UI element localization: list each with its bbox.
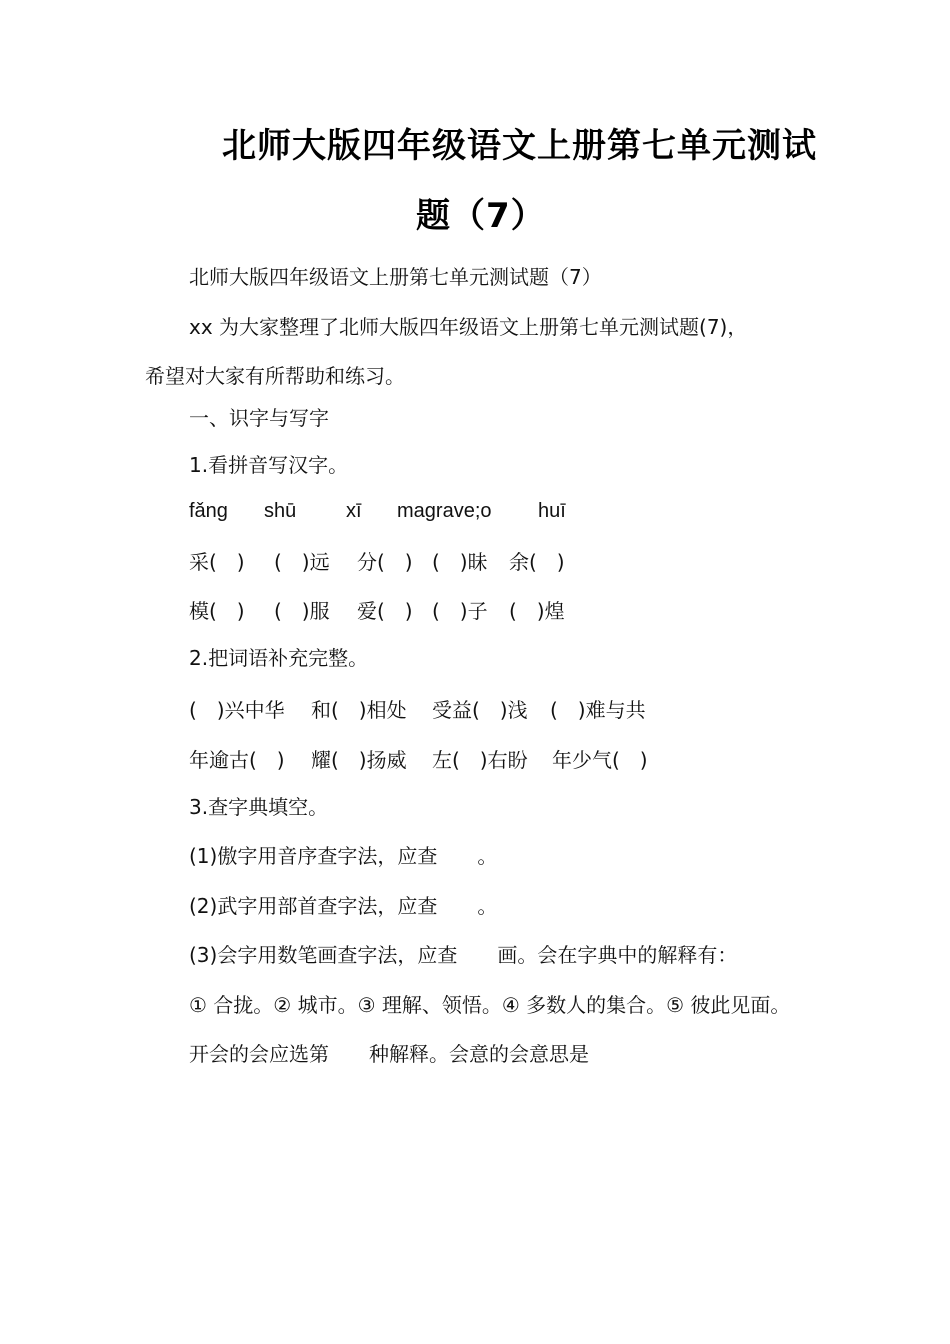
question-2-heading: 2.把词语补充完整。 (189, 646, 369, 670)
fill-blank-item: 分( ) (357, 550, 413, 574)
document-title-line-1: 北师大版四年级语文上册第七单元测试 (222, 126, 817, 166)
phrase-item: ( )兴中华 (189, 698, 285, 722)
fill-blank-item: ( )煌 (509, 599, 565, 623)
fill-blank-item: 采( ) (189, 550, 245, 574)
document-title-line-2: 题（7） (416, 196, 546, 236)
fill-blank-item: ( )子 (432, 599, 488, 623)
pinyin-item: huī (538, 500, 566, 522)
phrase-item: 耀( )扬威 (311, 748, 407, 772)
pinyin-item: xī (346, 500, 362, 522)
question-1-heading: 1.看拼音写汉字。 (189, 453, 349, 477)
subtitle: 北师大版四年级语文上册第七单元测试题（7） (189, 265, 602, 289)
fill-blank-item: 模( ) (189, 599, 245, 623)
phrase-item: 左( )右盼 (432, 748, 528, 772)
question-3-part-2: (2)武字用部首查字法，应查 。 (189, 894, 498, 918)
fill-blank-item: 余( ) (509, 550, 565, 574)
question-3-part-4: 开会的会应选第 种解释。会意的会意思是 (189, 1042, 589, 1066)
pinyin-item: magrave;o (397, 500, 492, 522)
intro-line-2: 希望对大家有所帮助和练习。 (145, 364, 405, 388)
pinyin-item: shū (264, 500, 297, 522)
fill-blank-item: ( )昧 (432, 550, 488, 574)
pinyin-item: fǎng (189, 500, 228, 522)
question-3-part-1: (1)傲字用音序查字法，应查 。 (189, 844, 498, 868)
section-heading: 一、识字与写字 (189, 406, 329, 430)
question-3-heading: 3.查字典填空。 (189, 795, 329, 819)
intro-line-1: xx 为大家整理了北师大版四年级语文上册第七单元测试题(7)， (189, 315, 748, 339)
question-3-meanings: ① 合拢。② 城市。③ 理解、领悟。④ 多数人的集合。⑤ 彼此见面。 (189, 993, 791, 1017)
fill-blank-item: ( )服 (274, 599, 330, 623)
fill-blank-item: 爱( ) (357, 599, 413, 623)
phrase-item: 年少气( ) (552, 748, 648, 772)
phrase-item: 年逾古( ) (189, 748, 285, 772)
phrase-item: 和( )相处 (311, 698, 407, 722)
phrase-item: 受益( )浅 (432, 698, 528, 722)
fill-blank-item: ( )远 (274, 550, 330, 574)
question-3-part-3: (3)会字用数笔画查字法，应查 画。会在字典中的解释有： (189, 943, 738, 967)
phrase-item: ( )难与共 (550, 698, 646, 722)
